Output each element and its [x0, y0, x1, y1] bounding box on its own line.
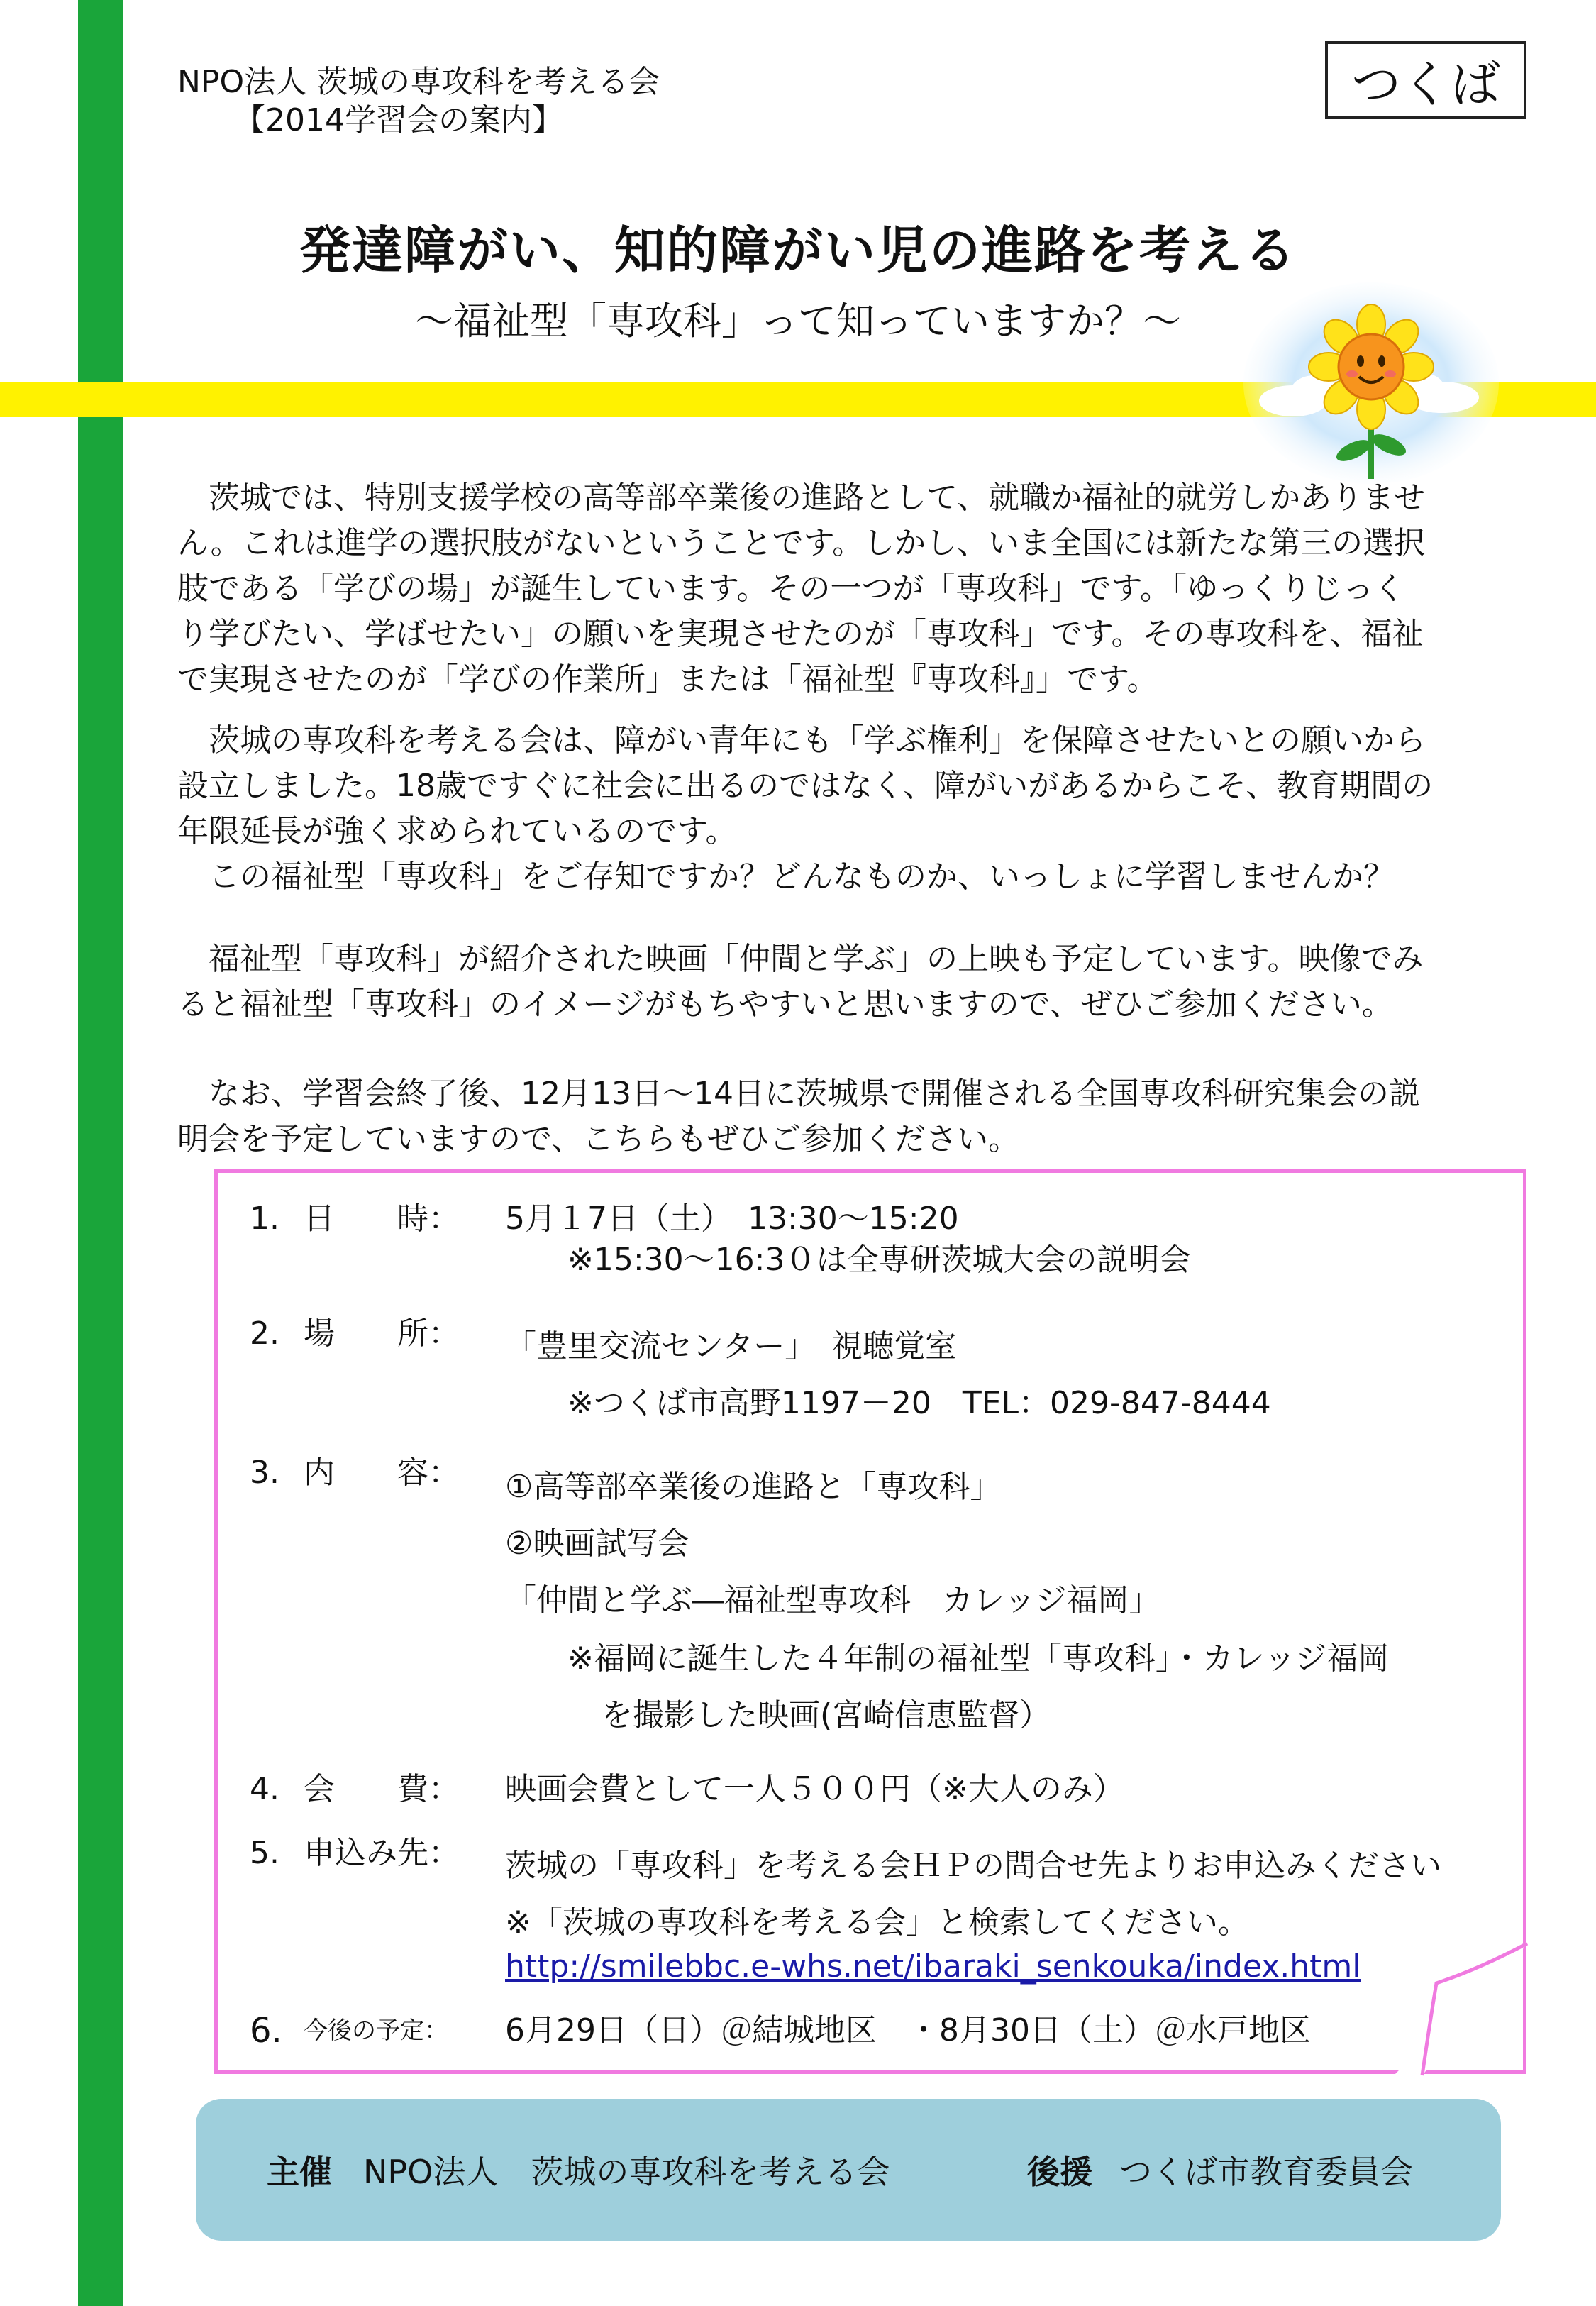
content-line: を撮影した映画(宮崎信恵監督） [602, 1697, 1051, 1733]
content-line: 「仲間と学ぶ―福祉型専攻科 カレッジ福岡」 [505, 1582, 1160, 1618]
text-line: 茨城の専攻科を考える会は、障がい青年にも「学ぶ権利」を保障させたいとの願いから [177, 722, 1426, 758]
item-number: 3. [250, 1455, 279, 1491]
host-label: 主催 [267, 2153, 332, 2191]
text-line: ると福祉型「専攻科」のイメージがもちやすいと思いますので、ぜひご参加ください。 [177, 986, 1393, 1022]
future-schedule-value: 6月29日（日）＠結城地区 ・8月30日（土）＠水戸地区 [505, 2012, 1311, 2048]
page-subtitle: ～福祉型「専攻科」って知っていますか？～ [415, 299, 1181, 343]
detail-date [0, 1199, 1596, 1242]
item-number: 4. [250, 1771, 279, 1807]
item-number: 5. [250, 1835, 279, 1871]
sunflower-icon [1240, 280, 1502, 486]
item-label: 所： [397, 1315, 460, 1352]
content-line: ※福岡に誕生した４年制の福祉型「専攻科」・カレッジ福岡 [567, 1640, 1390, 1677]
support-label: 後援 [1027, 2153, 1092, 2191]
item-label: 容： [397, 1455, 460, 1491]
detail-fee [0, 1770, 1596, 1812]
date-time-value: 5月１7日（土） 13:30～15:20 [505, 1201, 959, 1237]
content-line: ②映画試写会 [505, 1526, 689, 1562]
header-organization: NPO法人 茨城の専攻科を考える会 [177, 64, 660, 100]
item-number: 2. [250, 1315, 279, 1352]
paragraph-notice [177, 1071, 1497, 1162]
item-label: 日 [304, 1201, 335, 1237]
date-note: ※15:30～16:3０は全専研茨城大会の説明会 [567, 1242, 1191, 1278]
text-line: なお、学習会終了後、12月13日～14日に茨城県で開催される全国専攻科研究集会の説 [177, 1076, 1420, 1112]
item-label: 今後の予定： [304, 2017, 448, 2045]
location-tag: つくば [1325, 41, 1526, 119]
page-curl-decoration [1394, 1941, 1529, 2079]
page-title: 発達障がい、知的障がい児の進路を考える [299, 221, 1297, 280]
fee-value: 映画会費として一人５００円（※大人のみ） [505, 1771, 1124, 1807]
item-number: 6. [250, 2011, 282, 2051]
footer-sponsors [196, 2099, 1501, 2241]
place-value: 「豊里交流センター」 視聴覚室 [505, 1328, 957, 1364]
item-label: 会 [304, 1771, 335, 1807]
left-green-bar [78, 0, 123, 2306]
header-subtitle: 【2014学習会の案内】 [234, 102, 563, 138]
text-line: この福祉型「専攻科」をご存知ですか？どんなものか、いっしょに学習しませんか？ [177, 859, 1395, 895]
item-label: 場 [304, 1315, 335, 1352]
paragraph-association [177, 718, 1497, 900]
apply-line: 茨城の「専攻科」を考える会ＨＰの問合せ先よりお申込みください [505, 1848, 1441, 1884]
host-name: NPO法人 茨城の専攻科を考える会 [363, 2153, 890, 2191]
content-line: ①高等部卒業後の進路と「専攻科」 [505, 1469, 1002, 1505]
text-line: 年限延長が強く求められているのです。 [177, 813, 737, 849]
text-line: 茨城では、特別支援学校の高等部卒業後の進路として、就職か福祉的就労しかありませ [177, 480, 1426, 516]
place-address: ※つくば市高野1197－20 TEL：029-847-8444 [567, 1385, 1271, 1421]
text-line: 明会を予定していますので、こちらもぜひご参加ください。 [177, 1121, 1020, 1157]
paragraph-intro [177, 475, 1497, 702]
detail-future [0, 2011, 1596, 2053]
apply-search-note: ※「茨城の専攻科を考える会」と検索してください。 [505, 1904, 1249, 1941]
text-line: り学びたい、学ばせたい」の願いを実現させたのが「専攻科」です。その専攻科を、福祉 [177, 616, 1424, 652]
item-number: 1. [250, 1201, 279, 1237]
item-label: 費： [397, 1771, 460, 1807]
text-line: 福祉型「専攻科」が紹介された映画「仲間と学ぶ」の上映も予定しています。映像でみ [177, 941, 1424, 977]
text-line: ん。これは進学の選択肢がないということです。しかし、いま全国には新たな第三の選択 [177, 525, 1426, 561]
text-line: で実現させたのが「学びの作業所」または「福祉型『専攻科』」です。 [177, 661, 1158, 697]
text-line: 肢である「学びの場」が誕生しています。その一つが「専攻科」です。「ゆっくりじっく [177, 570, 1405, 607]
item-label: 申込み先： [304, 1835, 460, 1871]
item-label: 時： [397, 1201, 460, 1237]
support-name: つくば市教育委員会 [1119, 2153, 1413, 2191]
item-label: 内 [304, 1455, 335, 1491]
paragraph-movie [177, 937, 1497, 1027]
text-line: 設立しました。18歳ですぐに社会に出るのではなく、障がいがあるからこそ、教育期間の [177, 768, 1434, 804]
association-website-link[interactable]: http://smilebbc.e-whs.net/ibaraki_senkouka/index.html [505, 1948, 1361, 1985]
